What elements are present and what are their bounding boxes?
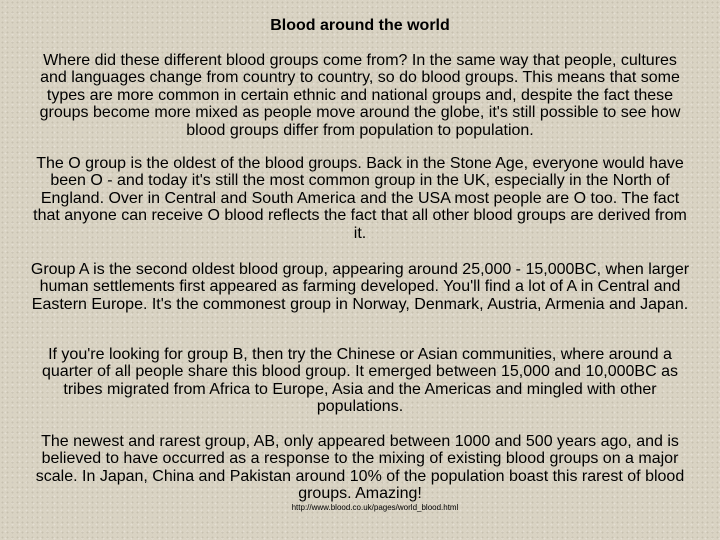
paragraph-group-b: If you're looking for group B, then try the Chinese or Asian communities, where around a quarter of all people share this blood group. It emerged between 15,000 and 10,000BC as tribes migrated from Africa to Europe, Asia and the Americas and mingled with other populations. xyxy=(42,346,678,416)
page-title: Blood around the world xyxy=(270,17,450,34)
paragraph-group-a: Group A is the second oldest blood group, appearing around 25,000 - 15,000BC, when larger human settlements first appeared as farming developed. You'll find a lot of A in Central and Eastern Europe. It's the commonest group in Norway, Denmark, Austria, Armenia and Japan. xyxy=(30,261,690,313)
paragraph-group-ab: The newest and rarest group, AB, only appeared between 1000 and 500 years ago, and is believed to have occurred as a response to the mixing of existing blood groups on a major scale. In Japan, China and Pakistan around 10% of the population boast this rarest of blood groups. Amazing! xyxy=(35,433,685,503)
source-url: http://www.blood.co.uk/pages/world_blood.html xyxy=(291,503,459,512)
paragraph-intro: Where did these different blood groups come from? In the same way that people, cultures and languages change from country to country, so do blood groups. This means that some types are more common in certain ethnic and national groups and, despite the fact these groups become more mixed as people move around the globe, it's still possible to see how blood groups differ from population to population. xyxy=(39,52,681,139)
paragraph-group-o: The O group is the oldest of the blood groups. Back in the Stone Age, everyone would have been O - and today it's still the most common group in the UK, especially in the North of England. Over in Central and South America and the USA most people are O too. The fact that anyone can receive O blood reflects the fact that all other blood groups are derived from it. xyxy=(33,155,687,242)
